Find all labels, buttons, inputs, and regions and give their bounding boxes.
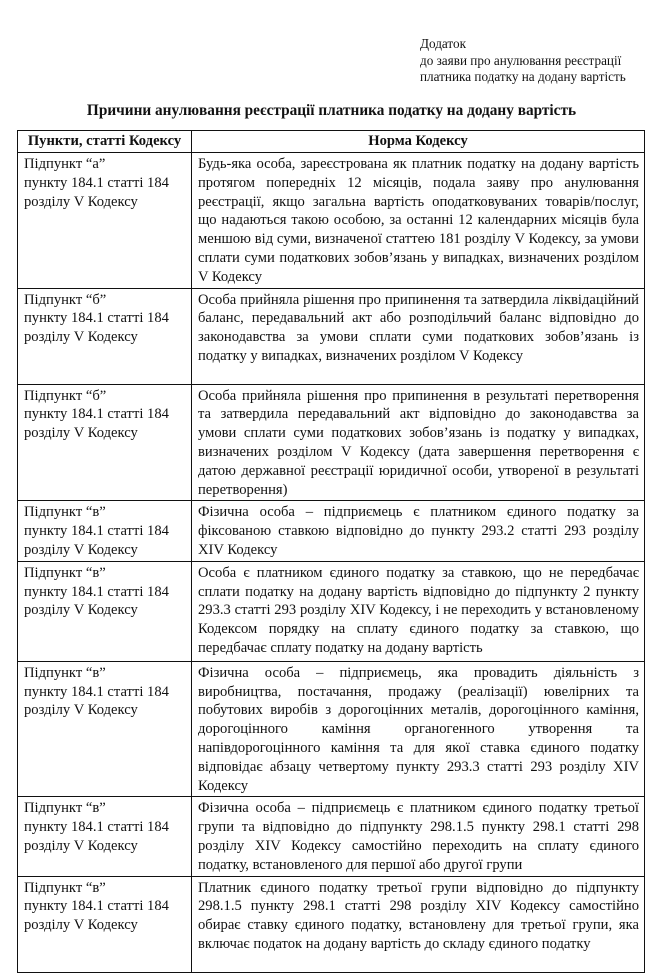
norm-cell: Особа є платником єдиного податку за ставкою, що не передбачає сплати податку на додану вартість відповідно до підпункту 2 пункту 293.3 статті 293 розділу XIV Кодексу, і не переходить у встановленому Кодексом порядку на сплату єдиного податку за ставкою, що передбачає сплату податку на додану вартість (192, 561, 645, 661)
ref-line: Підпункт “в” (24, 664, 106, 681)
ref-line: пункту 184.1 статті 184 (24, 174, 169, 191)
norm-cell: Фізична особа – підприємець є платником єдиного податку третьої групи та відповідно до підпункту 298.1.5 пункту 298.1 статті 298 розділу XIV Кодексу самостійно переходить на сплату єдиного податку, встановленого для першої або другої групи (192, 797, 645, 876)
table-row (18, 797, 645, 876)
ref-line: розділу V Кодексу (24, 917, 138, 934)
table-row (18, 561, 645, 661)
table-row (18, 661, 645, 797)
ref-line: Підпункт “а” (24, 156, 106, 172)
article-reference-cell (18, 561, 192, 661)
article-reference-cell (18, 876, 192, 972)
norm-cell: Будь-яка особа, зареєстрована як платник податку на додану вартість протягом попередніх 12 місяців, подала заяву про анулювання реєстрації, якщо загальна вартість оподатковуваних товарів/послуг, що надаються такою особою, за останні 12 календарних місяців була меншою від суми, визначеної статтею 181 розділу V Кодексу, за умови сплати суми податкових зобов’язань у випадках, визначених розділом V Кодексу (192, 153, 645, 289)
ref-line: пункту 184.1 статті 184 (24, 583, 169, 600)
norm-cell: Особа прийняла рішення про припинення в результаті перетворення та затвердила передавальний акт відповідно до законодавства за умови сплати суми податкових зобов’язань із податку у випадках, визначених розділом V Кодексу (дата завершення перетворення є датою державної реєстрації юридичної особи, утвореної в результаті перетворення) (192, 384, 645, 501)
ref-line: розділу V Кодексу (24, 702, 138, 719)
ref-line: розділу V Кодексу (24, 541, 138, 558)
table-row (18, 501, 645, 561)
appendix-line: платника податку на додану вартість (420, 69, 626, 84)
article-reference-cell (18, 501, 192, 561)
appendix-line: Додаток (420, 36, 467, 51)
ref-line: Підпункт “в” (24, 504, 106, 521)
ref-line: Підпункт “б” (24, 291, 107, 308)
article-reference-cell (18, 661, 192, 797)
article-reference-cell (18, 153, 192, 289)
table-header-row (18, 131, 645, 153)
ref-line: пункту 184.1 статті 184 (24, 523, 169, 540)
article-reference-cell (18, 797, 192, 876)
ref-line: Підпункт “в” (24, 564, 106, 581)
ref-line: розділу V Кодексу (24, 425, 138, 442)
document-title: Причини анулювання реєстрації платника податку на додану вартість (86, 102, 577, 119)
table-row (18, 288, 645, 384)
ref-line: розділу V Кодексу (24, 329, 138, 346)
ref-line: пункту 184.1 статті 184 (24, 819, 169, 836)
ref-line: розділу V Кодексу (24, 193, 138, 210)
reasons-table (17, 130, 645, 973)
ref-line: розділу V Кодексу (24, 837, 138, 854)
ref-line: пункту 184.1 статті 184 (24, 683, 169, 700)
table-row (18, 153, 645, 289)
table-row (18, 384, 645, 501)
ref-line: пункту 184.1 статті 184 (24, 898, 169, 915)
norm-cell: Фізична особа – підприємець, яка провадить діяльність з виробництва, постачання, продажу (реалізації) ювелірних та побутових виробів з дорогоцінних металів, дорогоцінного каміння, дорогоцінного каміння органогенного утворення та напівдорогоцінного каміння та для якої ставка єдиного податку відповідає абзацу четвертому пункту 293.3 статті 293 розділу XIV Кодексу (192, 661, 645, 797)
ref-line: пункту 184.1 статті 184 (24, 406, 169, 423)
appendix-line: до заяви про анулювання реєстрації (420, 52, 622, 68)
table-row (18, 876, 645, 972)
ref-line: Підпункт “в” (24, 800, 106, 817)
column-header-articles: Пункти, статті Кодексу (18, 131, 192, 153)
article-reference-cell (18, 288, 192, 384)
ref-line: Підпункт “б” (24, 387, 107, 404)
ref-line: пункту 184.1 статті 184 (24, 310, 169, 327)
norm-cell: Фізична особа – підприємець є платником єдиного податку за фіксованою ставкою відповідно до пункту 293.2 статті 293 розділу XIV Кодексу (192, 501, 645, 561)
ref-line: Підпункт “в” (24, 879, 106, 896)
appendix-note (420, 36, 626, 86)
norm-cell: Платник єдиного податку третьої групи відповідно до підпункту 298.1.5 пункту 298.1 статті 298 розділу XIV Кодексу самостійно обирає ставку єдиного податку, встановлену для третьої групи, яка включає податок на додану вартість до складу єдиного податку (192, 876, 645, 972)
column-header-norm: Норма Кодексу (192, 131, 645, 153)
norm-cell: Особа прийняла рішення про припинення та затвердила ліквідаційний баланс, передавальний акт або розподільчий баланс відповідно до законодавства за умови сплати суми податкових зобов’язань із податку у випадках, визначених розділом V Кодексу (192, 288, 645, 384)
article-reference-cell (18, 384, 192, 501)
ref-line: розділу V Кодексу (24, 602, 138, 619)
